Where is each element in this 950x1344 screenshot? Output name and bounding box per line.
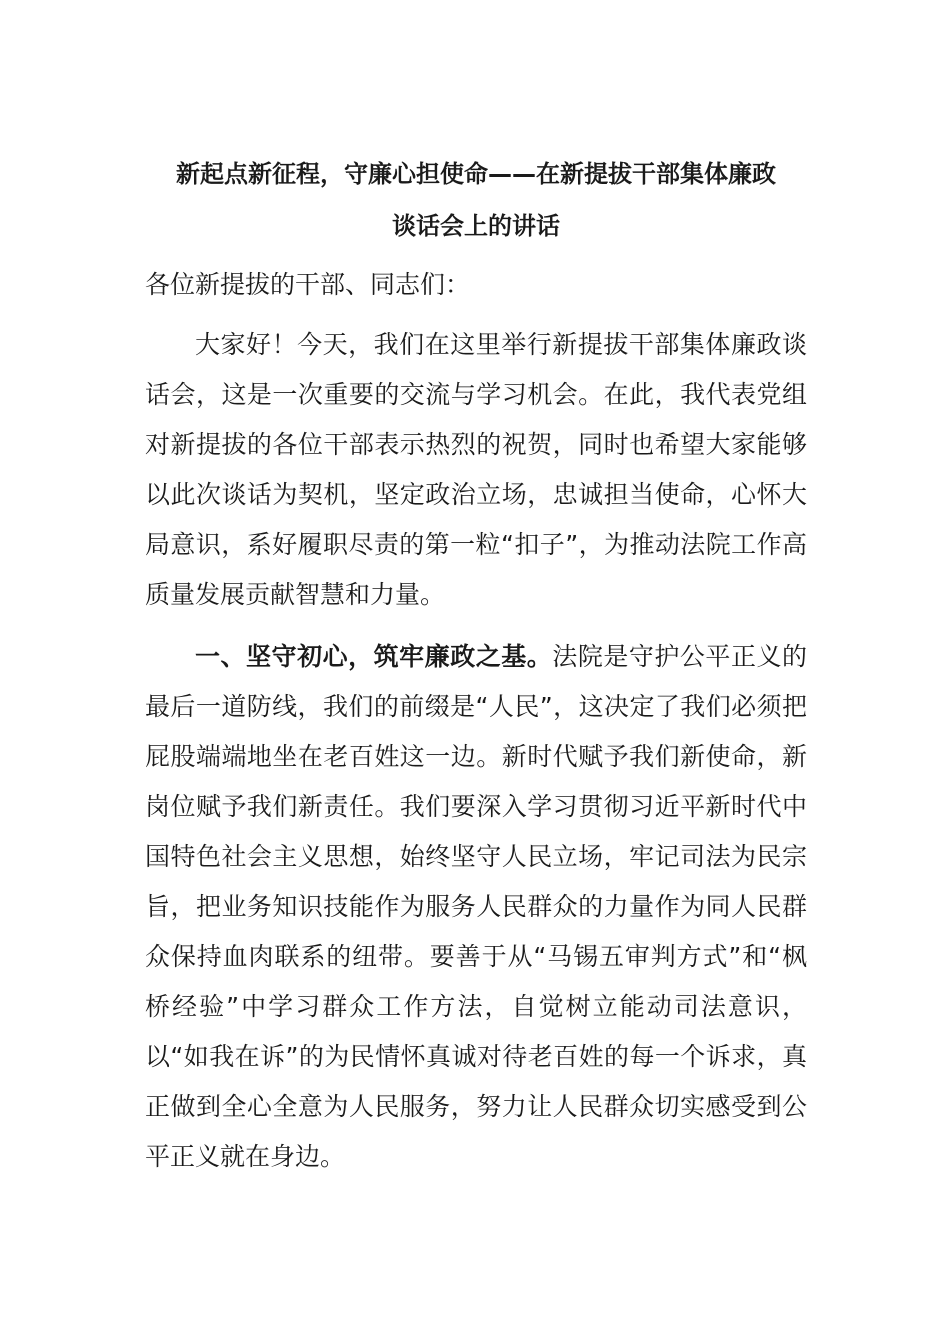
paragraph-opening: 大家好！今天，我们在这里举行新提拔干部集体廉政谈话会，这是一次重要的交流与学习机会。在此，我代表党组对新提拔的各位干部表示热烈的祝贺，同时也希望大家能够以此次谈话为契机，坚定政治立场，忠诚担当使命，心怀大局意识，系好履职尽责的第一粒“扣子”，为推动法院工作高质量发展贡献智慧和力量。	[145, 330, 807, 609]
section-1-heading: 一、坚守初心，筑牢廉政之基。	[195, 642, 553, 671]
title-line-2: 谈话会上的讲话	[392, 212, 560, 240]
document-title	[145, 148, 807, 252]
paragraph-section-1	[145, 632, 807, 1182]
title-line-1: 新起点新征程，守廉心担使命——在新提拔干部集体廉政	[176, 160, 776, 188]
document-page	[145, 148, 807, 1194]
section-1-body: 法院是守护公平正义的最后一道防线，我们的前缀是“人民”，这决定了我们必须把屁股端端地坐在老百姓这一边。新时代赋予我们新使命，新岗位赋予我们新责任。我们要深入学习贯彻习近平新时代中国特色社会主义思想，始终坚守人民立场，牢记司法为民宗旨，把业务知识技能作为服务人民群众的力量作为同人民群众保持血肉联系的纽带。要善于从“马锡五审判方式”和“枫桥经验”中学习群众工作方法，自觉树立能动司法意识，以“如我在诉”的为民情怀真诚对待老百姓的每一个诉求，真正做到全心全意为人民服务，努力让人民群众切实感受到公平正义就在身边。	[145, 642, 807, 1171]
salutation: 各位新提拔的干部、同志们：	[145, 270, 471, 299]
